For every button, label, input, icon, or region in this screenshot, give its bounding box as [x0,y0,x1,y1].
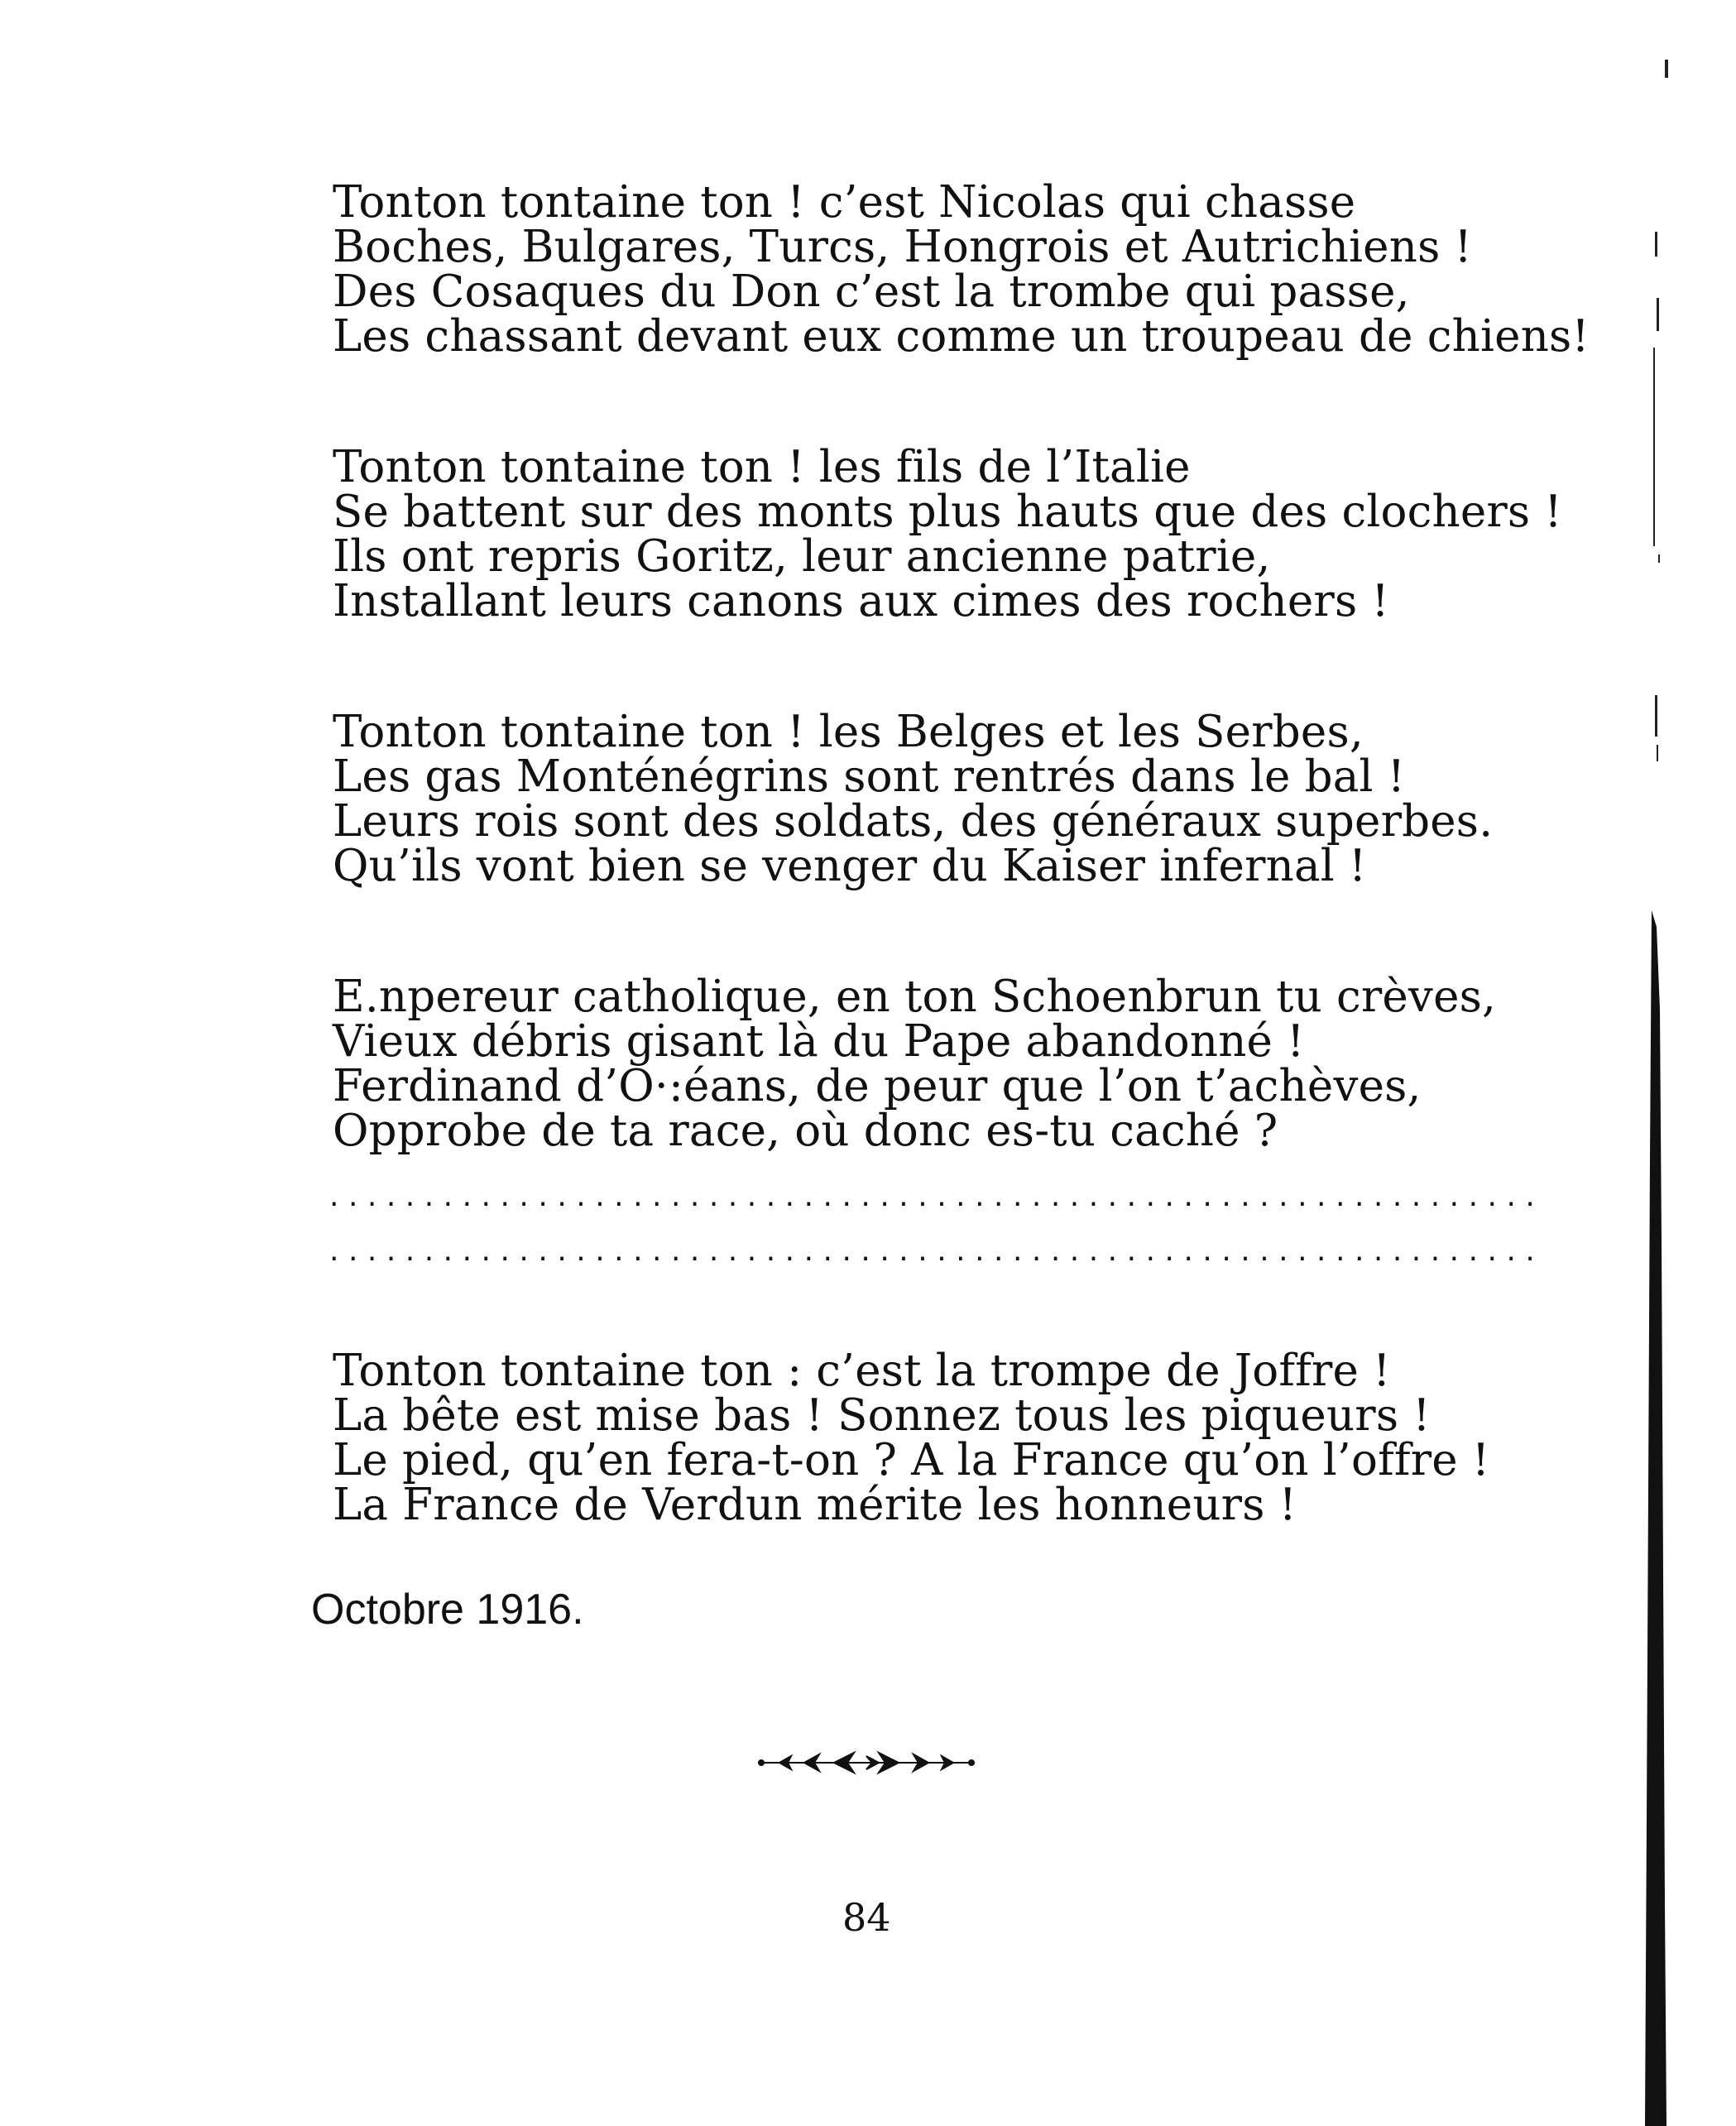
verse-line: Ferdinand d’O·:éans, de peur que l’on t’achèves, [333,1061,1422,1111]
verse-line: Opprobe de ta race, où donc es-tu caché ? [333,1106,1278,1156]
verse-line: La bête est mise bas ! Sonnez tous les piqueurs ! [333,1390,1431,1441]
verse-line: Tonton tontaine ton ! les fils de l’Italie [333,442,1191,492]
stanza-3 [333,707,1494,891]
verse-line: Leurs rois sont des soldats, des généraux superbes. [333,796,1494,847]
verse-line: Tonton tontaine ton ! les Belges et les Serbes, [333,707,1364,757]
stanza-5 [333,1346,1490,1530]
stanza-4 [333,972,1497,1156]
stanza-1 [333,177,1590,362]
ornament-fleuron-icon [755,1746,978,1779]
verse-line: Le pied, qu’en fera-t-on ? A la France qu’on l’offre ! [333,1435,1490,1485]
verse-line: Qu’ils vont bien se venger du Kaiser infernal ! [333,841,1367,891]
verse-line: Se battent sur des monts plus hauts que des clochers ! [333,487,1562,537]
verse-line: Des Cosaques du Don c’est la trombe qui passe, [333,266,1410,317]
verse-line: Les chassant devant eux comme un troupeau de chiens! [333,311,1590,362]
verse-line: Ils ont repris Goritz, leur ancienne patrie, [333,531,1271,582]
scan-edge-shadow-icon [1645,910,1666,2126]
verse-line: La France de Verdun mérite les honneurs ! [333,1480,1297,1530]
ellipsis-row: ................................................................ [329,1179,1545,1213]
verse-line: Tonton tontaine ton ! c’est Nicolas qui chasse [333,177,1356,228]
verse-line: Les gas Monténégrins sont rentrés dans le bal ! [333,751,1406,802]
verse-line: Vieux débris gisant là du Pape abandonné ! [333,1016,1305,1067]
verse-line: Boches, Bulgares, Turcs, Hongrois et Autrichiens ! [333,222,1473,272]
stanza-2 [333,442,1562,626]
verse-line: E.npereur catholique, en ton Schoenbrun tu crèves, [333,972,1497,1022]
verse-line: Tonton tontaine ton : c’est la trompe de Joffre ! [333,1346,1391,1396]
date-signature: Octobre 1916. [311,1586,584,1634]
verse-line: Installant leurs canons aux cimes des rochers ! [333,576,1389,626]
page-number: 84 [842,1895,891,1940]
scan-artifact-icon [1647,50,1680,877]
ellipsis-row: ................................................................ [329,1234,1545,1268]
